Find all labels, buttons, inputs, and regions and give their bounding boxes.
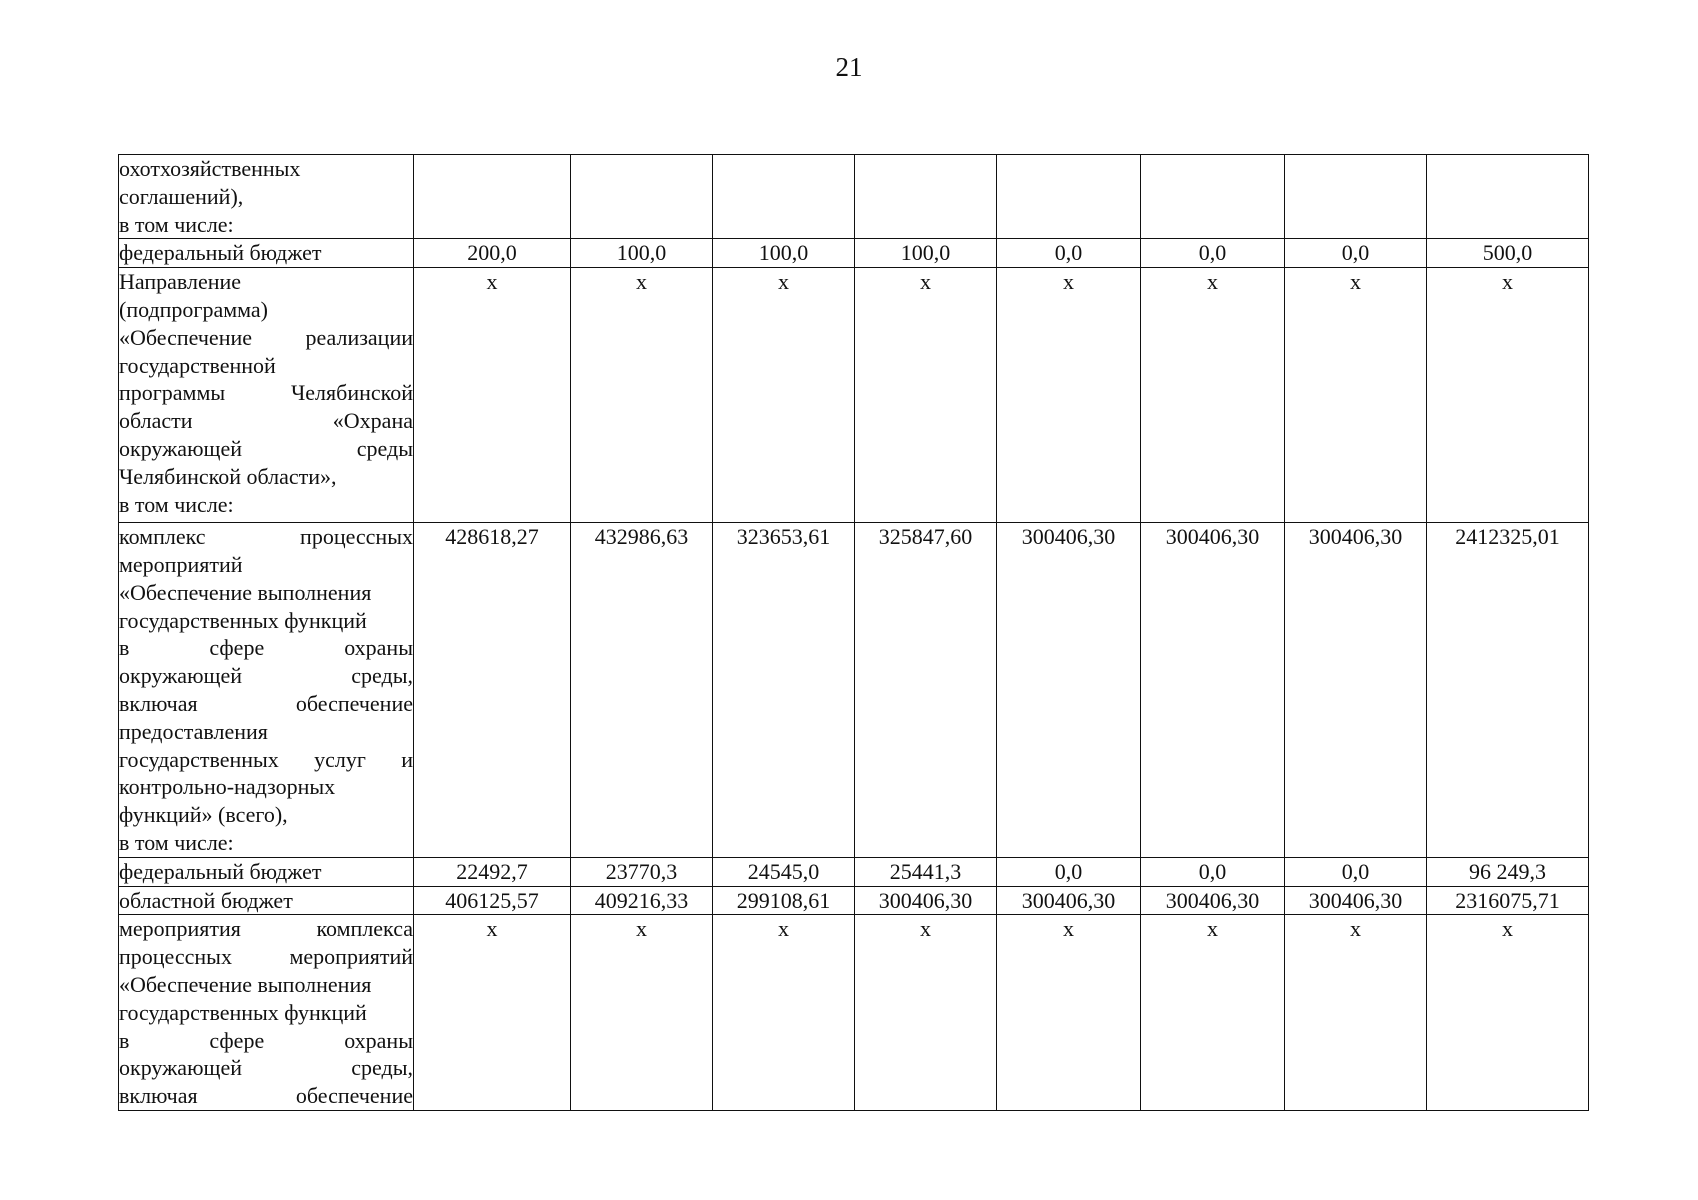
value-cell: 300406,30 — [1141, 523, 1285, 858]
value-cell: x — [997, 268, 1141, 523]
description-line: соглашений), — [119, 183, 244, 209]
description-line: мероприятия комплекса — [119, 916, 413, 942]
value-cell: 100,0 — [713, 239, 855, 268]
row-description — [119, 915, 414, 1111]
description-line: контрольно-надзорных — [119, 774, 336, 800]
description-line: окружающей среды, — [119, 663, 413, 689]
value-cell: 409216,33 — [571, 886, 713, 915]
value-cell: x — [1427, 268, 1589, 523]
table-row — [119, 915, 1589, 1111]
value-cell: 325847,60 — [855, 523, 997, 858]
value-cell: 25441,3 — [855, 857, 997, 886]
description-line: мероприятий — [119, 551, 243, 577]
value-cell: 428618,27 — [414, 523, 571, 858]
value-cell: x — [414, 915, 571, 1111]
value-cell: 96 249,3 — [1427, 857, 1589, 886]
description-line: предоставления — [119, 718, 268, 744]
description-line: включая обеспечение — [119, 1083, 413, 1109]
value-cell: 300406,30 — [855, 886, 997, 915]
row-description — [119, 268, 414, 523]
page-number: 21 — [835, 52, 863, 82]
value-cell: 299108,61 — [713, 886, 855, 915]
value-cell: 22492,7 — [414, 857, 571, 886]
description-line: государственных функций — [119, 607, 367, 633]
value-cell: x — [713, 268, 855, 523]
description-line: федеральный бюджет — [119, 858, 322, 884]
description-line: в сфере охраны — [119, 1027, 413, 1053]
value-cell: 300406,30 — [1141, 886, 1285, 915]
description-line: государственных услуг и — [119, 746, 413, 772]
description-line: охотхозяйственных — [119, 156, 301, 181]
value-cell: x — [713, 915, 855, 1111]
description-line: программы Челябинской — [119, 380, 413, 406]
description-line: процессных мероприятий — [119, 944, 413, 970]
value-cell — [713, 155, 855, 239]
table-row — [119, 239, 1589, 268]
description-line: комплекс процессных — [119, 524, 413, 550]
description-line: «Обеспечение выполнения — [119, 971, 372, 997]
value-cell: 300406,30 — [1285, 886, 1427, 915]
description-line: «Обеспечение реализации — [119, 324, 413, 350]
value-cell: 100,0 — [855, 239, 997, 268]
description-line: Челябинской области», — [119, 463, 337, 489]
value-cell: x — [1141, 915, 1285, 1111]
value-cell: 100,0 — [571, 239, 713, 268]
value-cell: 0,0 — [997, 239, 1141, 268]
description-line: областной бюджет — [119, 887, 293, 913]
value-cell: 2412325,01 — [1427, 523, 1589, 858]
value-cell — [855, 155, 997, 239]
value-cell: x — [855, 268, 997, 523]
table-row — [119, 857, 1589, 886]
value-cell: x — [1285, 268, 1427, 523]
value-cell — [571, 155, 713, 239]
value-cell: 0,0 — [997, 857, 1141, 886]
description-line: государственной — [119, 352, 276, 378]
value-cell — [1285, 155, 1427, 239]
value-cell: 500,0 — [1427, 239, 1589, 268]
value-cell: x — [571, 268, 713, 523]
value-cell: x — [997, 915, 1141, 1111]
value-cell — [1427, 155, 1589, 239]
value-cell: 23770,3 — [571, 857, 713, 886]
table-row — [119, 886, 1589, 915]
description-line: в том числе: — [119, 491, 234, 517]
row-description — [119, 886, 414, 915]
description-line: окружающей среды — [119, 435, 413, 461]
value-cell — [414, 155, 571, 239]
value-cell: 323653,61 — [713, 523, 855, 858]
table-row — [119, 268, 1589, 523]
description-line: государственных функций — [119, 999, 367, 1025]
value-cell: 300406,30 — [997, 886, 1141, 915]
value-cell: 0,0 — [1285, 857, 1427, 886]
description-line: (подпрограмма) — [119, 296, 269, 322]
budget-table — [118, 154, 1589, 1111]
value-cell — [997, 155, 1141, 239]
row-description — [119, 155, 414, 239]
value-cell: 300406,30 — [1285, 523, 1427, 858]
description-line: функций» (всего), — [119, 802, 288, 828]
value-cell: 432986,63 — [571, 523, 713, 858]
description-line: в том числе: — [119, 211, 234, 237]
description-line: включая обеспечение — [119, 690, 413, 716]
description-line: федеральный бюджет — [119, 240, 322, 266]
value-cell: x — [414, 268, 571, 523]
description-line: Направление — [119, 269, 242, 295]
row-description — [119, 857, 414, 886]
value-cell: x — [571, 915, 713, 1111]
value-cell: 0,0 — [1141, 239, 1285, 268]
value-cell: 2316075,71 — [1427, 886, 1589, 915]
description-line: области «Охрана — [119, 408, 413, 434]
table-row — [119, 155, 1589, 239]
value-cell: 24545,0 — [713, 857, 855, 886]
value-cell: 0,0 — [1141, 857, 1285, 886]
value-cell: 406125,57 — [414, 886, 571, 915]
description-line: в том числе: — [119, 829, 234, 855]
value-cell — [1141, 155, 1285, 239]
description-line: в сфере охраны — [119, 635, 413, 661]
value-cell: 200,0 — [414, 239, 571, 268]
table-row — [119, 523, 1589, 858]
value-cell: 0,0 — [1285, 239, 1427, 268]
row-description — [119, 523, 414, 858]
row-description — [119, 239, 414, 268]
value-cell: x — [855, 915, 997, 1111]
value-cell: x — [1427, 915, 1589, 1111]
value-cell: x — [1285, 915, 1427, 1111]
value-cell: x — [1141, 268, 1285, 523]
description-line: окружающей среды, — [119, 1055, 413, 1081]
value-cell: 300406,30 — [997, 523, 1141, 858]
description-line: «Обеспечение выполнения — [119, 579, 372, 605]
